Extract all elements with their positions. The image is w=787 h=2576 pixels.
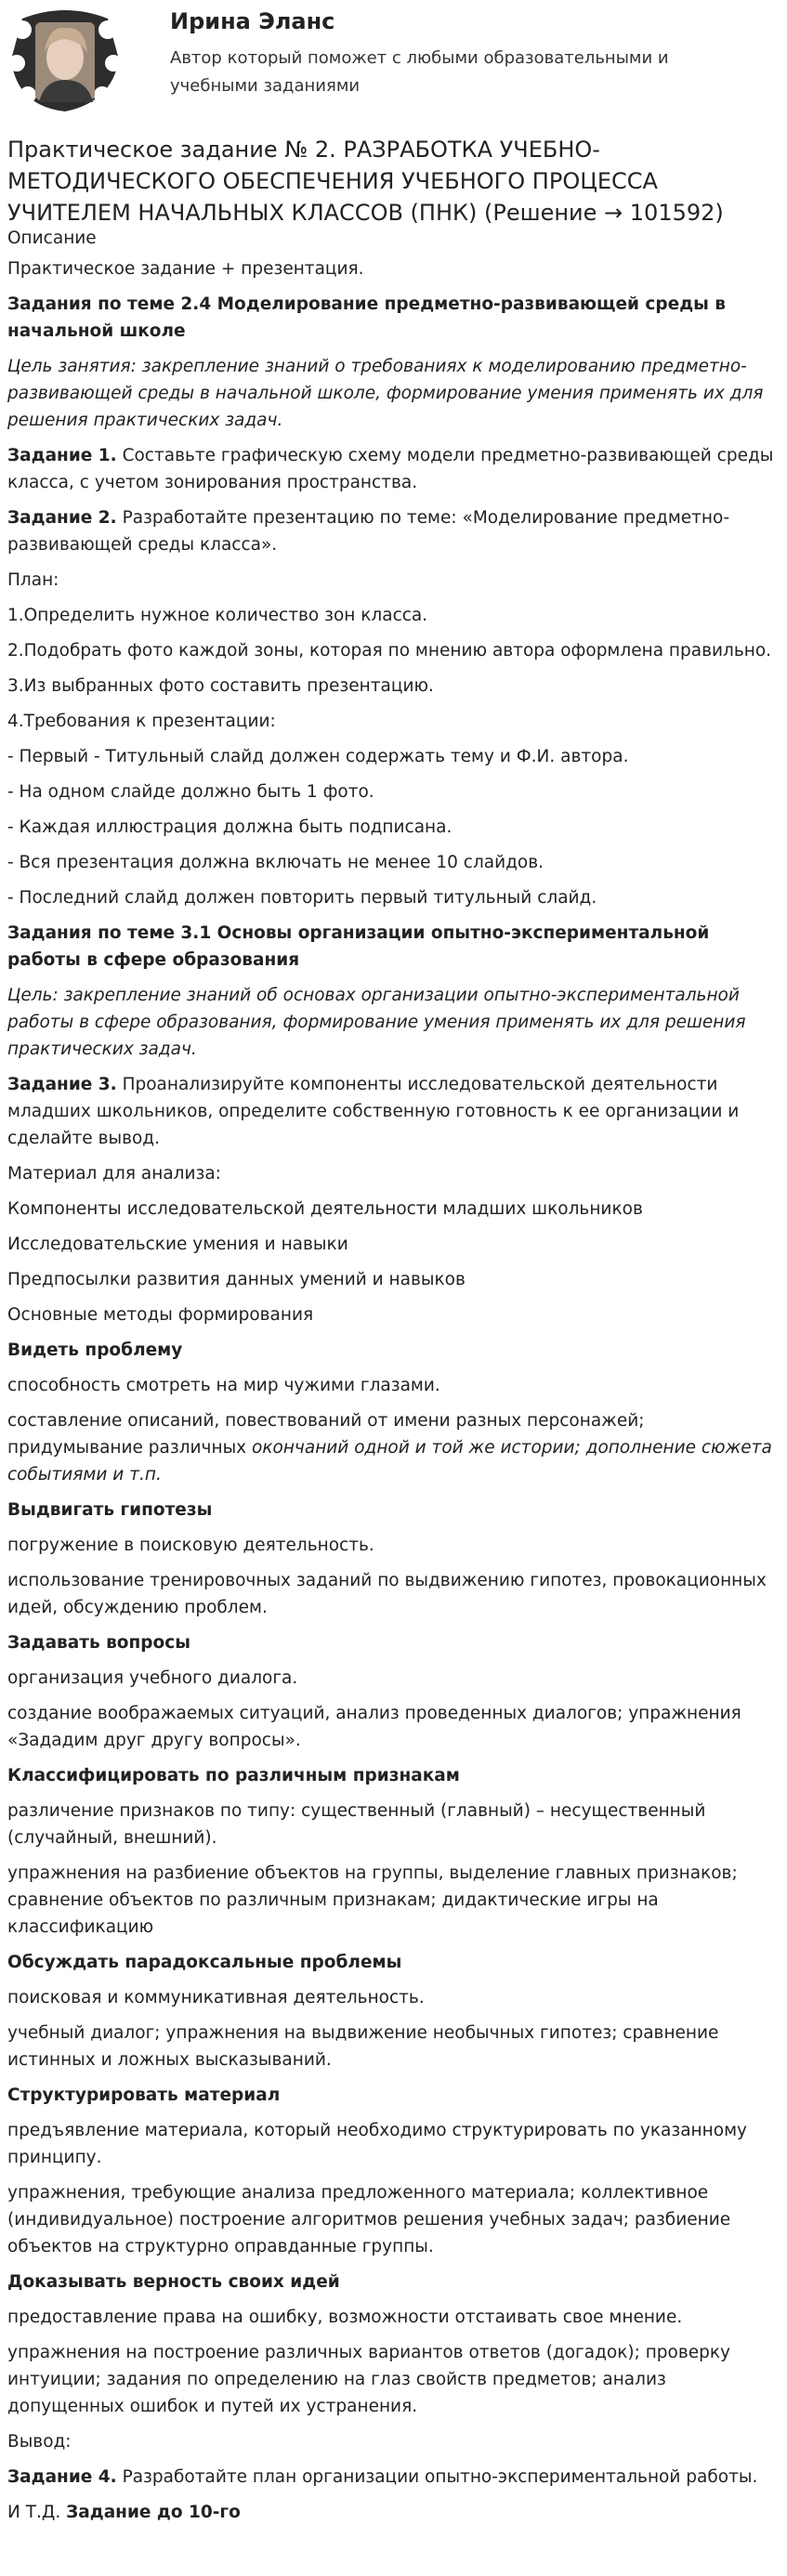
task-2: [7, 504, 779, 558]
skill-1-method: [7, 1407, 779, 1488]
skill-6-heading: Структурировать материал: [7, 2086, 281, 2105]
skill-7-method: упражнения на построение различных вариантов ответов (догадок); проверку интуиции; задания по определению на глаз свойств предметов; анализ допущенных ошибок и путей их устранения.: [7, 2343, 731, 2416]
material-label: Материал для анализа:: [7, 1164, 221, 1183]
skill-7-prerequisite: предоставление права на ошибку, возможности отстаивать свое мнение.: [7, 2308, 683, 2327]
task-3-label: Задание 3.: [7, 1075, 117, 1094]
description-text: Практическое задание + презентация.: [7, 259, 364, 279]
skill-6-method: упражнения, требующие анализа предложенного материала; коллективное (индивидуальное) построение алгоритмов решения учебных задач; разбиение объектов на структурно оправданные группы.: [7, 2183, 731, 2256]
skill-1-method-plain: составление описаний, повествований от имени разных персонажей; придумывание различных: [7, 1411, 645, 1458]
task-1: [7, 442, 779, 496]
etc-bold: Задание до 10-го: [66, 2503, 241, 2522]
task-4-label: Задание 4.: [7, 2467, 117, 2487]
document-title: Практическое задание № 2. РАЗРАБОТКА УЧЕБНО-МЕТОДИЧЕСКОГО ОБЕСПЕЧЕНИЯ УЧЕБНОГО ПРОЦЕССА УЧИТЕЛЕМ НАЧАЛЬНЫХ КЛАССОВ (ПНК) (Решение → 101592): [7, 137, 724, 226]
skill-2-prerequisite: погружение в поисковую деятельность.: [7, 1536, 374, 1555]
requirement-1: - Первый - Титульный слайд должен содержать тему и Ф.И. автора.: [7, 747, 629, 766]
skill-3-heading: Задавать вопросы: [7, 1633, 190, 1653]
task-2-text: Разработайте презентацию по теме: «Моделирование предметно-развивающей среды класса».: [7, 508, 730, 555]
topic-2-heading: Задания по теме 3.1 Основы организации опытно-экспериментальной работы в сфере образования: [7, 923, 710, 970]
description-label: Описание: [7, 229, 97, 248]
skill-3-prerequisite: организация учебного диалога.: [7, 1668, 298, 1688]
plan-item-1: 1.Определить нужное количество зон класса.: [7, 606, 428, 625]
plan-item-2: 2.Подобрать фото каждой зоны, которая по мнению автора оформлена правильно.: [7, 641, 772, 660]
task-4-text: Разработайте план организации опытно-экспериментальной работы.: [116, 2467, 758, 2487]
etc-line: [7, 2499, 779, 2526]
requirement-3: - Каждая иллюстрация должна быть подписана.: [7, 817, 453, 837]
skill-2-method: использование тренировочных заданий по выдвижению гипотез, провокационных идей, обсуждению проблем.: [7, 1571, 767, 1617]
requirement-5: - Последний слайд должен повторить первый титульный слайд.: [7, 888, 597, 908]
skill-5-method: учебный диалог; упражнения на выдвижение необычных гипотез; сравнение истинных и ложных высказываний.: [7, 2023, 719, 2070]
material-item-4: Основные методы формирования: [7, 1305, 314, 1325]
requirement-4: - Вся презентация должна включать не менее 10 слайдов.: [7, 853, 544, 872]
task-1-label: Задание 1.: [7, 446, 117, 465]
skill-2-heading: Выдвигать гипотезы: [7, 1500, 213, 1520]
document-body: [7, 225, 779, 2534]
skill-7-heading: Доказывать верность своих идей: [7, 2272, 340, 2292]
skill-1-prerequisite: способность смотреть на мир чужими глазами.: [7, 1376, 440, 1395]
task-3-text: Проанализируйте компоненты исследовательской деятельности младших школьников, определите собственную готовность к ее организации и сделайте вывод.: [7, 1075, 740, 1148]
skill-5-heading: Обсуждать парадоксальные проблемы: [7, 1953, 402, 1972]
material-item-3: Предпосылки развития данных умений и навыков: [7, 1270, 466, 1289]
skill-4-prerequisite: различение признаков по типу: существенный (главный) – несущественный (случайный, внешний).: [7, 1801, 706, 1848]
skill-1-heading: Видеть проблему: [7, 1340, 183, 1360]
conclusion-label: Вывод:: [7, 2432, 72, 2452]
author-avatar[interactable]: [4, 6, 126, 117]
skill-5-prerequisite: поисковая и коммуникативная деятельность.: [7, 1988, 425, 2007]
skill-1-method-italic: окончаний одной и той же истории; дополнение сюжета событиями и т.п.: [7, 1438, 772, 1484]
topic-1-goal: Цель занятия: закрепление знаний о требованиях к моделированию предметно-развивающей среды в начальной школе, формирование умения применять их для решения практических задач.: [7, 357, 764, 430]
author-header: [0, 0, 787, 121]
task-4: [7, 2464, 779, 2491]
requirement-2: - На одном слайде должно быть 1 фото.: [7, 782, 374, 802]
material-item-1: Компоненты исследовательской деятельности младших школьников: [7, 1199, 643, 1219]
plan-label: План:: [7, 570, 59, 590]
author-name[interactable]: Ирина Эланс: [170, 8, 335, 34]
skill-3-method: создание воображаемых ситуаций, анализ проведенных диалогов; упражнения «Зададим друг другу вопросы».: [7, 1704, 741, 1750]
topic-2-goal: Цель: закрепление знаний об основах организации опытно-экспериментальной работы в сфере образования, формирование умения применять их для решения практических задач.: [7, 986, 746, 1059]
plan-item-4: 4.Требования к презентации:: [7, 712, 276, 731]
task-1-text: Составьте графическую схему модели предметно-развивающей среды класса, с учетом зонирования пространства.: [7, 446, 774, 492]
author-bio: Автор который поможет с любыми образовательными и учебными заданиями: [170, 48, 669, 96]
topic-1-heading: Задания по теме 2.4 Моделирование предметно-развивающей среды в начальной школе: [7, 294, 727, 341]
task-2-label: Задание 2.: [7, 508, 117, 528]
skill-6-prerequisite: предъявление материала, который необходимо структурировать по указанному принципу.: [7, 2121, 747, 2167]
etc-text: И Т.Д.: [7, 2503, 67, 2522]
skill-4-heading: Классифицировать по различным признакам: [7, 1766, 460, 1785]
material-item-2: Исследовательские умения и навыки: [7, 1235, 348, 1254]
plan-item-3: 3.Из выбранных фото составить презентацию.: [7, 676, 434, 696]
task-3: [7, 1071, 779, 1152]
skill-4-method: упражнения на разбиение объектов на группы, выделение главных признаков; сравнение объектов по различным признакам; дидактические игры на классификацию: [7, 1863, 738, 1937]
